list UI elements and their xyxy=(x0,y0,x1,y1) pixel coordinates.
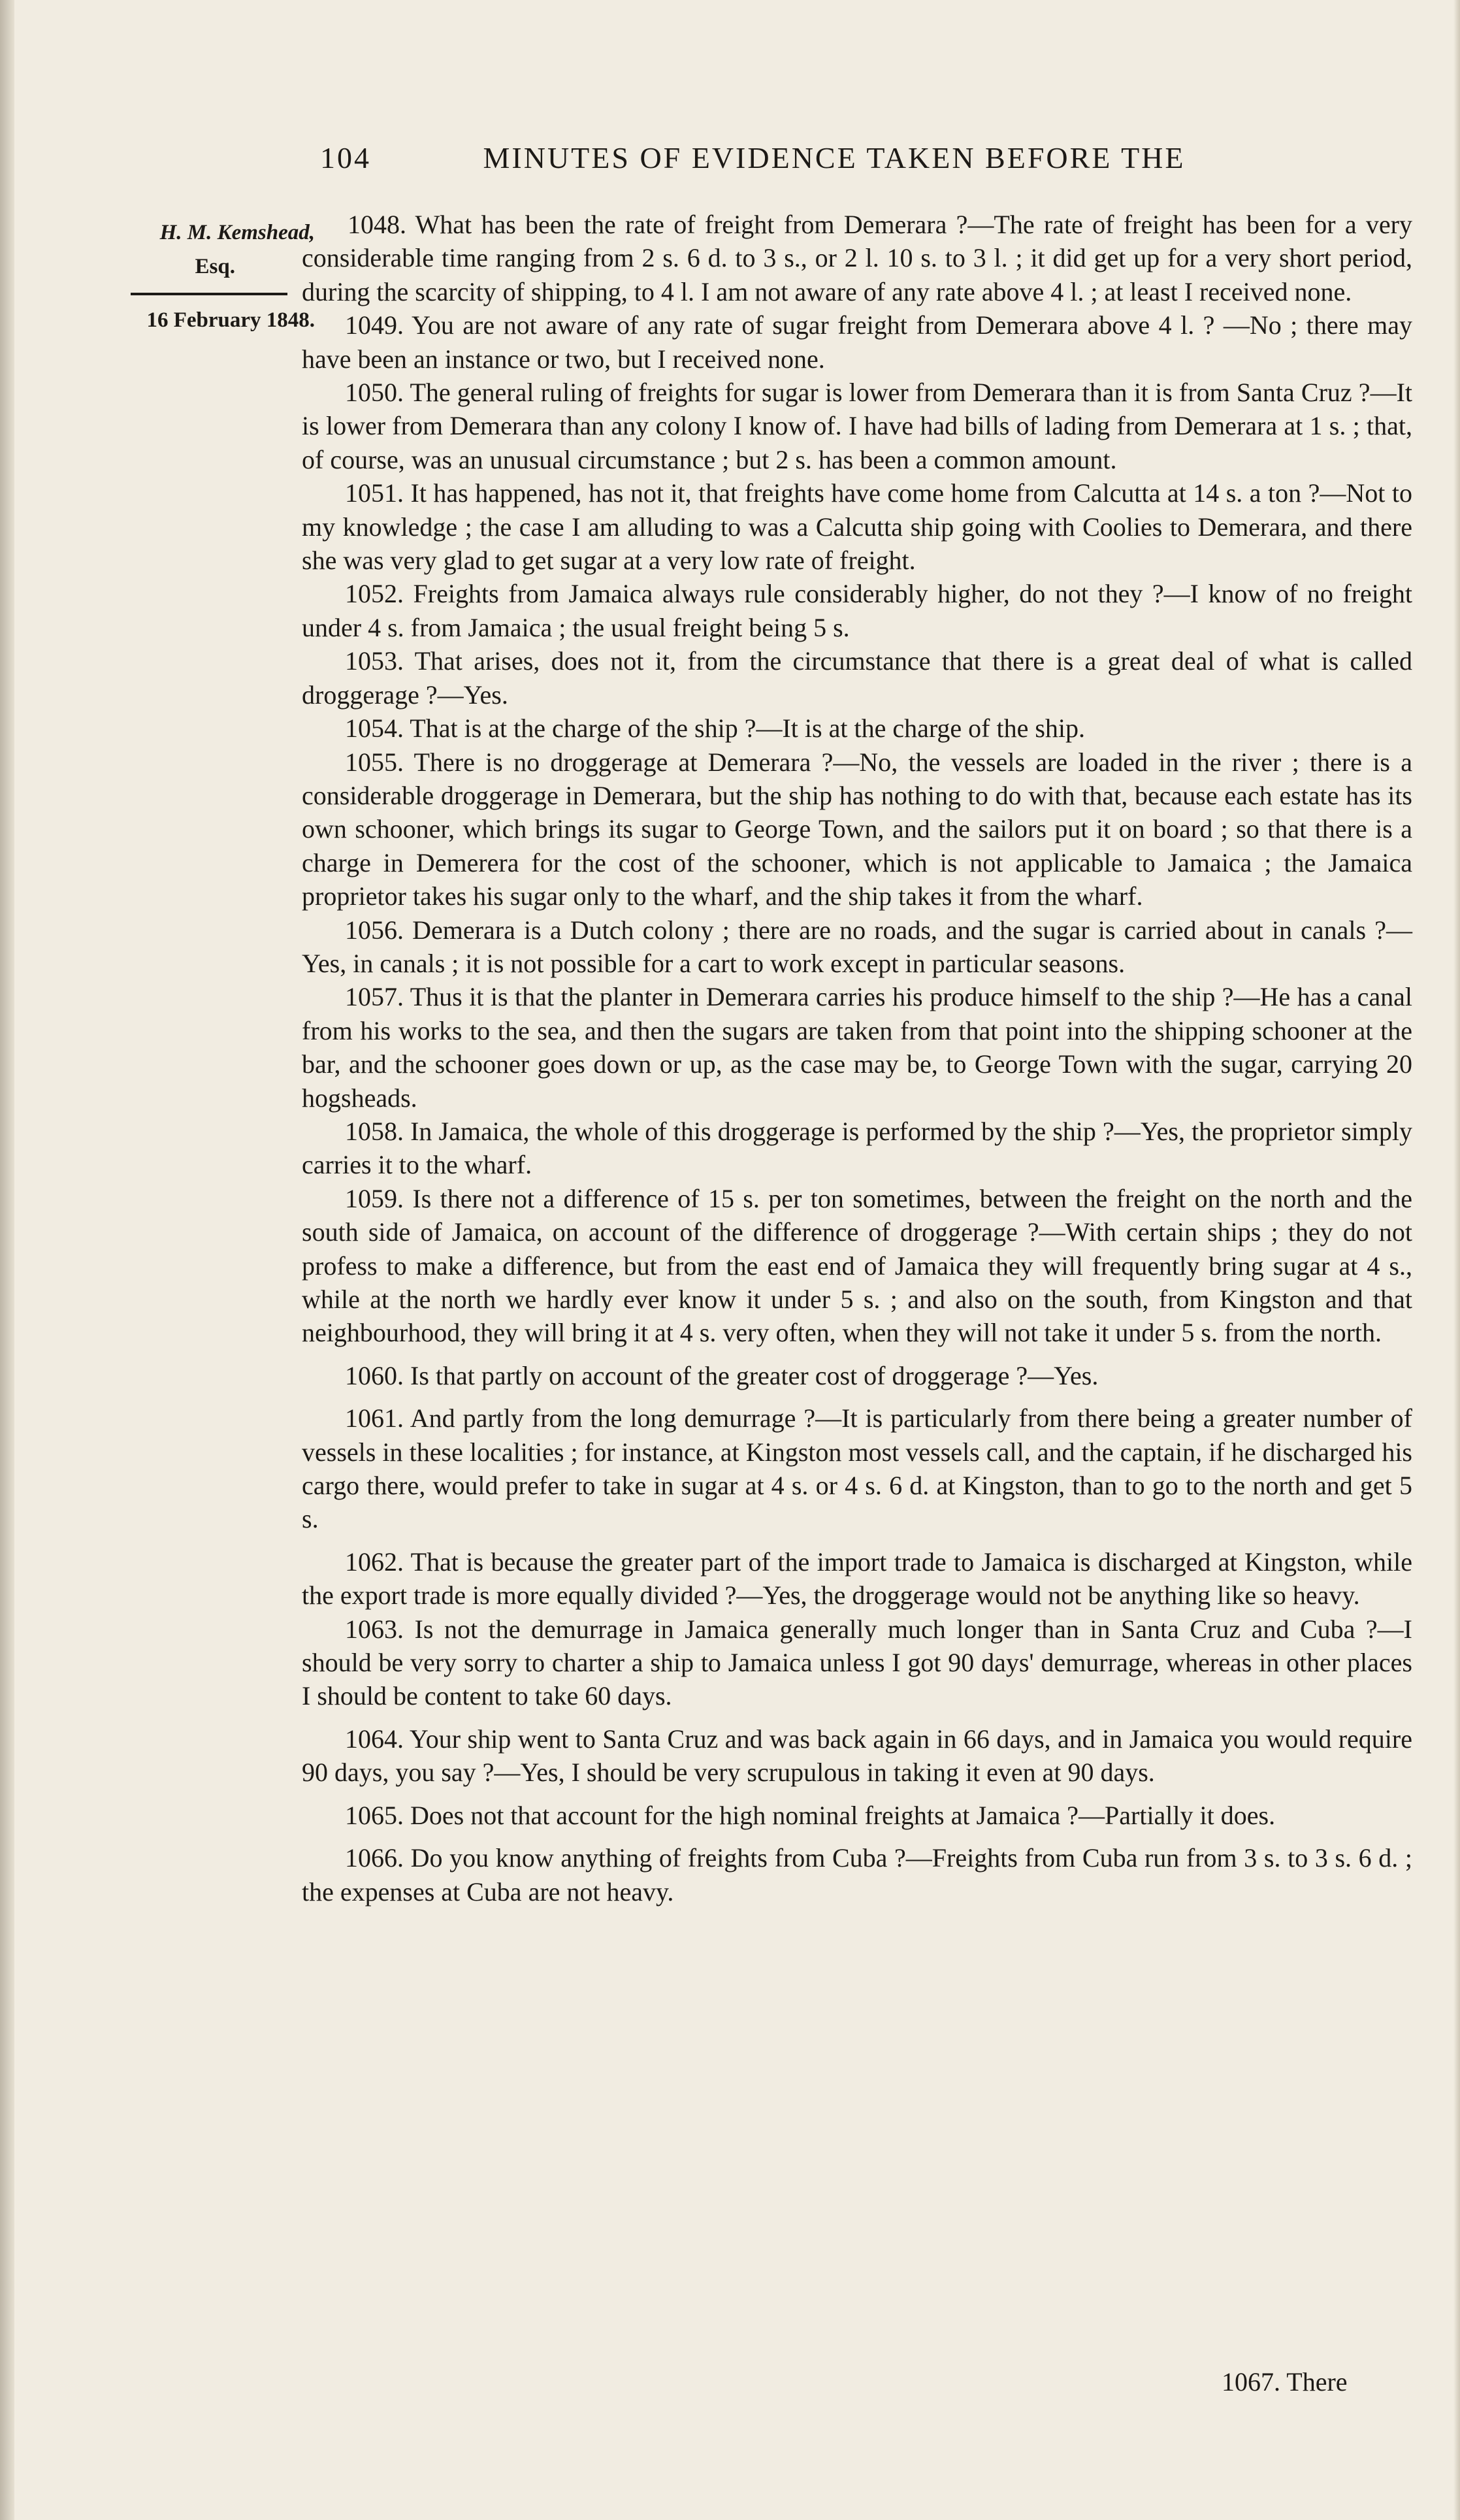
paragraph-1049: 1049. You are not aware of any rate of sugar freight from Demerara above 4 l. ? —No ; there may have been an instance or two, but I received none. xyxy=(302,310,1412,374)
witness-title: Esq. xyxy=(195,255,235,278)
margin-rule xyxy=(131,293,287,295)
catchword: 1067. There xyxy=(1222,2367,1348,2397)
page-edge xyxy=(1453,0,1460,2520)
paragraph-1056: 1056. Demerara is a Dutch colony ; there are no roads, and the sugar is carried about in canals ?—Yes, in canals ; it is not possible for a cart to work except in particular seasons. xyxy=(302,915,1412,978)
paragraph-1066: 1066. Do you know anything of freights from Cuba ?—Freights from Cuba run from 3 s. to 3 s. 6 d. ; the expenses at Cuba are not heavy. xyxy=(302,1843,1412,1906)
paragraph-1054: 1054. That is at the charge of the ship ?—It is at the charge of the ship. xyxy=(345,713,1086,744)
evidence-text xyxy=(302,208,1412,1908)
paragraph-1060: 1060. Is that partly on account of the greater cost of droggerage ?—Yes. xyxy=(345,1360,1099,1390)
paragraph-1055: 1055. There is no droggerage at Demerara ?—No, the vessels are loaded in the river ; there is a considerable droggerage in Demerara, but the ship has nothing to do with that, because each estate has its own schooner, which brings its sugar to George Town, and the sailors put it on board ; so that there is a charge in Demerera for the cost of the schooner, which is not applicable to Jamaica ; the Jamaica proprietor takes his sugar only to the wharf, and the ship takes it from the wharf. xyxy=(302,747,1412,911)
paragraph-1051: 1051. It has happened, has not it, that freights have come home from Calcutta at 14 s. a ton ?—Not to my knowledge ; the case I am alluding to was a Calcutta ship going with Coolies to Demerara, and there she was very glad to get sugar at a very low rate of freight. xyxy=(302,478,1412,576)
paragraph-1064: 1064. Your ship went to Santa Cruz and was back again in 66 days, and in Jamaica you would require 90 days, you say ?—Yes, I should be very scrupulous in taking it even at 90 days. xyxy=(302,1724,1412,1788)
witness-name: H. M. Kemshead, xyxy=(159,221,315,244)
running-header xyxy=(320,140,1418,186)
paragraph-1062: 1062. That is because the greater part of the import trade to Jamaica is discharged at Kingston, while the export trade is more equally divided ?—Yes, the droggerage would not be anything like so heavy. xyxy=(302,1546,1412,1611)
paragraph-1057: 1057. Thus it is that the planter in Demerara carries his produce himself to the ship ?—He has a canal from his works to the sea, and then the sugars are taken from that point into the shipping schooner at the bar, and the schooner goes down or up, as the case may be, to George Town with the sugar, carrying 20 hogsheads. xyxy=(302,982,1412,1113)
paragraph-1058: 1058. In Jamaica, the whole of this droggerage is performed by the ship ?—Yes, the proprietor simply carries it to the wharf. xyxy=(302,1116,1412,1180)
page-number: 104 xyxy=(320,141,371,174)
paragraph-1050: 1050. The general ruling of freights for sugar is lower from Demerara than it is from Santa Cruz ?—It is lower from Demerara than any colony I know of. I have had bills of lading from Demerara at 1 s. ; that, of course, was an unusual circumstance ; but 2 s. has been a common amount. xyxy=(302,378,1412,474)
paragraph-1059: 1059. Is there not a difference of 15 s. per ton sometimes, between the freight on the north and the south side of Jamaica, on account of the difference of droggerage ?—With certain ships ; they do not profess to make a difference, but from the east end of Jamaica they will frequently bring sugar at 4 s., while at the north we hardly ever know it under 5 s. ; and also on the south, from Kingston and that neighbourhood, they will bring it at 4 s. very often, when they will not take it under 5 s. from the north. xyxy=(302,1183,1412,1348)
paragraph-1065: 1065. Does not that account for the high nominal freights at Jamaica ?—Partially it does. xyxy=(345,1800,1276,1830)
paragraph-1061: 1061. And partly from the long demurrage ?—It is particularly from there being a greater number of vessels in these localities ; for instance, at Kingston most vessels call, and the captain, if he discharged his cargo there, would prefer to take in sugar at 4 s. or 4 s. 6 d. at Kingston, than to go to the north and get 5 s. xyxy=(302,1403,1412,1534)
paragraph-1053: 1053. That arises, does not it, from the circumstance that there is a great deal of what is called droggerage ?—Yes. xyxy=(302,646,1412,710)
hearing-date: 16 February 1848. xyxy=(146,308,315,332)
paragraph-1052: 1052. Freights from Jamaica always rule considerably higher, do not they ?—I know of no freight under 4 s. from Jamaica ; the usual freight being 5 s. xyxy=(302,579,1412,642)
running-title: MINUTES OF EVIDENCE TAKEN BEFORE THE xyxy=(483,141,1186,174)
binding-gutter xyxy=(0,0,14,2520)
paragraph-1048: 1048. What has been the rate of freight from Demerara ?—The rate of freight has been for a very considerable time ranging from 2 s. 6 d. to 3 s., or 2 l. 10 s. to 3 l. ; it did get up for a very short period, during the scarcity of shipping, to 4 l. I am not aware of any rate above 4 l. ; at least I received none. xyxy=(302,210,1412,306)
margin-note xyxy=(72,216,320,337)
paragraph-1063: 1063. Is not the demurrage in Jamaica generally much longer than in Santa Cruz and Cuba ?—I should be very sorry to charter a ship to Jamaica unless I got 90 days' demurrage, whereas in other places I should be content to take 60 days. xyxy=(302,1614,1412,1711)
